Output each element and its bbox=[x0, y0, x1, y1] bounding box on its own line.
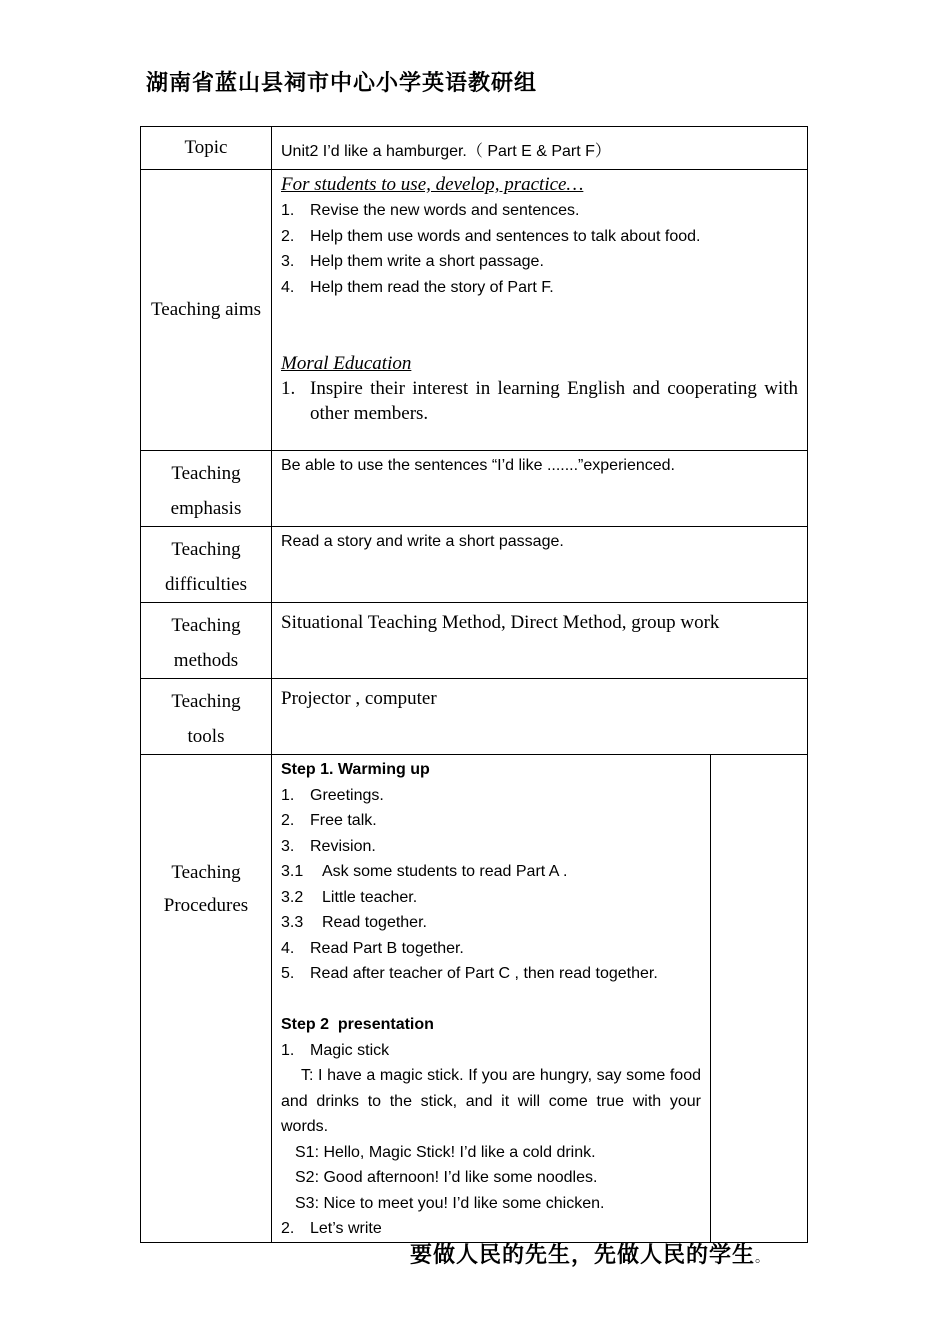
procedures-cell bbox=[272, 755, 711, 1243]
step2-item: 1. Magic stick bbox=[281, 1041, 390, 1059]
aims-item: 1. Revise the new words and sentences. bbox=[281, 202, 580, 219]
aims-label: Teaching aims bbox=[141, 170, 272, 451]
step1-title: Step 1. Warming up bbox=[281, 761, 430, 778]
step2-title: Step 2 presentation bbox=[281, 1016, 434, 1033]
page-header: 湖南省蓝山县祠市中心小学英语教研组 bbox=[146, 70, 538, 96]
topic-value-cell bbox=[272, 127, 808, 170]
step1-item: 1. Greetings. bbox=[281, 786, 384, 804]
difficulties-value: Read a story and write a short passage. bbox=[281, 533, 564, 550]
footer-text: 要做人民的先生，先做人民的学生 bbox=[410, 1242, 756, 1268]
emphasis-cell bbox=[272, 451, 808, 527]
methods-row bbox=[141, 603, 808, 679]
difficulties-label: Teaching difficulties bbox=[141, 527, 272, 603]
methods-label: Teaching methods bbox=[141, 603, 272, 679]
moral-item: 1. Inspire their interest in learning English and cooperating with other members. bbox=[281, 378, 799, 424]
difficulties-row bbox=[141, 527, 808, 603]
dialogue-line: S3: Nice to meet you! I’d like some chicken. bbox=[295, 1194, 605, 1212]
aims-item: 3. Help them write a short passage. bbox=[281, 253, 544, 270]
tools-label: Teaching tools bbox=[141, 679, 272, 755]
aims-row bbox=[141, 170, 808, 451]
procedures-row bbox=[141, 755, 808, 1243]
aims-heading: For students to use, develop, practice… bbox=[281, 174, 584, 195]
difficulties-cell bbox=[272, 527, 808, 603]
step1-item: 4. Read Part B together. bbox=[281, 939, 464, 957]
step1-subitem: 3.3 Read together. bbox=[281, 914, 427, 931]
aims-item: 2. Help them use words and sentences to talk about food. bbox=[281, 227, 701, 245]
topic-label: Topic bbox=[141, 127, 272, 170]
step1-item: 3. Revision. bbox=[281, 837, 376, 855]
step1-subitem: 3.2 Little teacher. bbox=[281, 888, 418, 906]
topic-value: Unit2 I’d like a hamburger.（ Part E & Part F） bbox=[281, 143, 611, 160]
tools-cell bbox=[272, 679, 808, 755]
methods-value: Situational Teaching Method, Direct Method, group work bbox=[281, 612, 720, 633]
aims-list bbox=[281, 198, 798, 300]
procedures-notes-cell bbox=[711, 755, 808, 1243]
emphasis-value: Be able to use the sentences “I’d like .......”experienced. bbox=[281, 457, 675, 474]
step2-paragraph: T: I have a magic stick. If you are hungry, say some food and drinks to the stick, and it will come true with your words. bbox=[281, 1067, 701, 1135]
topic-row bbox=[141, 127, 808, 170]
page-footer bbox=[410, 1238, 770, 1269]
dialogue-line: S1: Hello, Magic Stick! I’d like a cold drink. bbox=[295, 1143, 596, 1161]
footer-end: 。 bbox=[755, 1250, 771, 1266]
methods-cell bbox=[272, 603, 808, 679]
lesson-plan-table bbox=[140, 126, 808, 1243]
step2-item: 2. Let’s write bbox=[281, 1220, 382, 1237]
tools-row bbox=[141, 679, 808, 755]
emphasis-row bbox=[141, 451, 808, 527]
step1-item: 2. Free talk. bbox=[281, 812, 377, 829]
emphasis-label: Teaching emphasis bbox=[141, 451, 272, 527]
step1-subitem: 3.1 Ask some students to read Part A . bbox=[281, 863, 568, 880]
tools-value: Projector , computer bbox=[281, 688, 437, 709]
dialogue-line: S2: Good afternoon! I’d like some noodles. bbox=[295, 1169, 598, 1186]
aims-cell bbox=[272, 170, 808, 451]
moral-heading: Moral Education bbox=[281, 353, 412, 374]
aims-item: 4. Help them read the story of Part F. bbox=[281, 278, 554, 296]
procedures-label: Teaching Procedures bbox=[141, 755, 272, 1243]
step1-item: 5. Read after teacher of Part C , then read together. bbox=[281, 965, 658, 982]
